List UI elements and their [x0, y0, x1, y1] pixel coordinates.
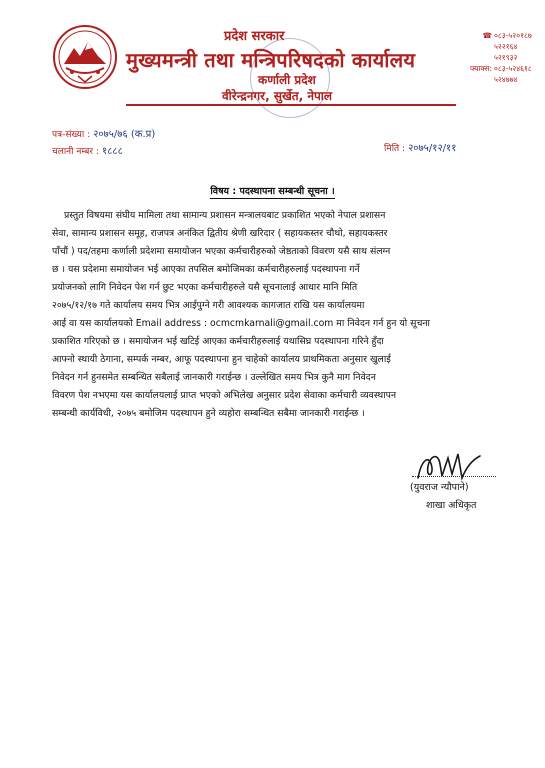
fax-row: [440, 63, 532, 74]
body-line: प्रयोजनको लागि निवेदन पेश गर्न छुट भएका कर्मचारीहरुले यसै सूचनालाई आधार मानि मिति: [52, 282, 358, 293]
body-line: प्रस्तुत विषयमा संघीय मामिला तथा सामान्य प्रशासन मन्त्रालयबाट प्रकाशित भएको नेपाल प्रशासन: [64, 210, 386, 221]
body-line: छ । यस प्रदेशमा समायोजन भई आएका तपसिल बमोजिमका कर्मचारीहरुलाई पदस्थापना गर्ने: [52, 264, 360, 275]
phone-row: [440, 30, 532, 41]
dispatch-value: १८८८: [101, 146, 123, 157]
subject-text: विषय : पदस्थापना सम्बन्धी सूचना ।: [210, 186, 335, 197]
letterhead-office-name: मुख्यमन्त्री तथा मन्त्रिपरिषदको कार्यालय: [126, 48, 416, 72]
subject-line: [0, 184, 545, 197]
reference-value: २०७५/७६ (क.प्र): [93, 129, 156, 140]
body-line: सेवा, सामान्य प्रशासन समूह, राजपत्र अनंकित द्वितीय श्रेणी खरिदार ( सहायकस्तर चौथो, सहायकस्तर: [52, 228, 388, 239]
body-line: २०७५/१२/१७ गते कार्यालय समय भित्र आईपुग्ने गरी आवश्यक कागजात राखि यस कार्यालयमा: [52, 300, 365, 311]
signer-name: (युवराज न्यौपाने): [410, 482, 469, 493]
letterhead-rule: [126, 104, 456, 106]
karnali-province-emblem-icon: [52, 24, 118, 90]
body-line: विवरण पेश नभएमा यस कार्यालयलाई प्राप्त भएको अभिलेख अनुसार प्रदेश सेवाका कर्मचारी व्यवस्थापन: [52, 390, 397, 401]
body-line: पाँचौं ) पद/तहमा कर्णाली प्रदेशमा समायोजन भएका कर्मचारीहरुको जेष्ठताको विवरण यसै साथ संलग्न: [52, 246, 391, 257]
phone-row: [440, 52, 532, 63]
letterhead-address: वीरेन्द्रनगर, सुर्खेत, नेपाल: [222, 89, 333, 103]
phone-row: [440, 74, 532, 85]
phone-number: ५२४७७४: [494, 75, 518, 84]
phone-number: ०८३-५२०१८७: [494, 31, 532, 40]
phone-number: ५२१९३२: [494, 53, 518, 62]
date-label: मिति :: [384, 144, 406, 154]
date-value: २०७५/१२/११: [408, 143, 457, 154]
phone-number: ५२२१६४: [494, 42, 518, 51]
dispatch-label: चलानी नम्बर :: [52, 147, 99, 157]
body-line: सम्बन्धी कार्यविधी, २०७५ बमोजिम पदस्थापन हुने व्यहोरा सम्बन्धित सबैमा जानकारी गराईन्छ ।: [52, 408, 365, 419]
body-line: आई वा यस कार्यालयको Email address : ocmcmkarnali@gmail.com मा निवेदन गर्न हुन यो सूचना: [52, 318, 430, 329]
dispatch-number: [52, 143, 123, 157]
phone-row: [440, 41, 532, 52]
body-line: आफ्नो स्थायी ठेगाना, सम्पर्क नम्बर, आफू पदस्थापना हुन चाहेको कार्यालय प्राथमिकता अनुसार खुलाई: [52, 354, 391, 365]
phone-icon: ☎: [482, 31, 492, 40]
body-line: निवेदन गर्न हुनसमेत सम्बन्धित सबैलाई जानकारी गराईन्छ । उल्लेखित समय भित्र कुनै माग निवेदन: [52, 372, 376, 383]
reference-label: पत्र-संख्या :: [52, 130, 91, 140]
reference-number: [52, 126, 155, 140]
fax-label: फ्याक्स:: [470, 64, 492, 73]
contact-block: [440, 30, 532, 85]
notice-body: [52, 207, 496, 423]
letterhead-province: कर्णाली प्रदेश: [258, 73, 316, 87]
signature-line: [412, 476, 496, 477]
signer-title: शाखा अधिकृत: [426, 500, 477, 511]
letterhead-government: प्रदेश सरकार: [224, 29, 285, 44]
fax-number: ०८३-५२४६१८: [494, 64, 532, 73]
body-line: प्रकाशित गरिएको छ । समायोजन भई खटिई आएका कर्मचारीहरुलाई यथासिघ्र पदस्थापना गरिने हुँदा: [52, 336, 384, 347]
date-field: [384, 140, 456, 154]
